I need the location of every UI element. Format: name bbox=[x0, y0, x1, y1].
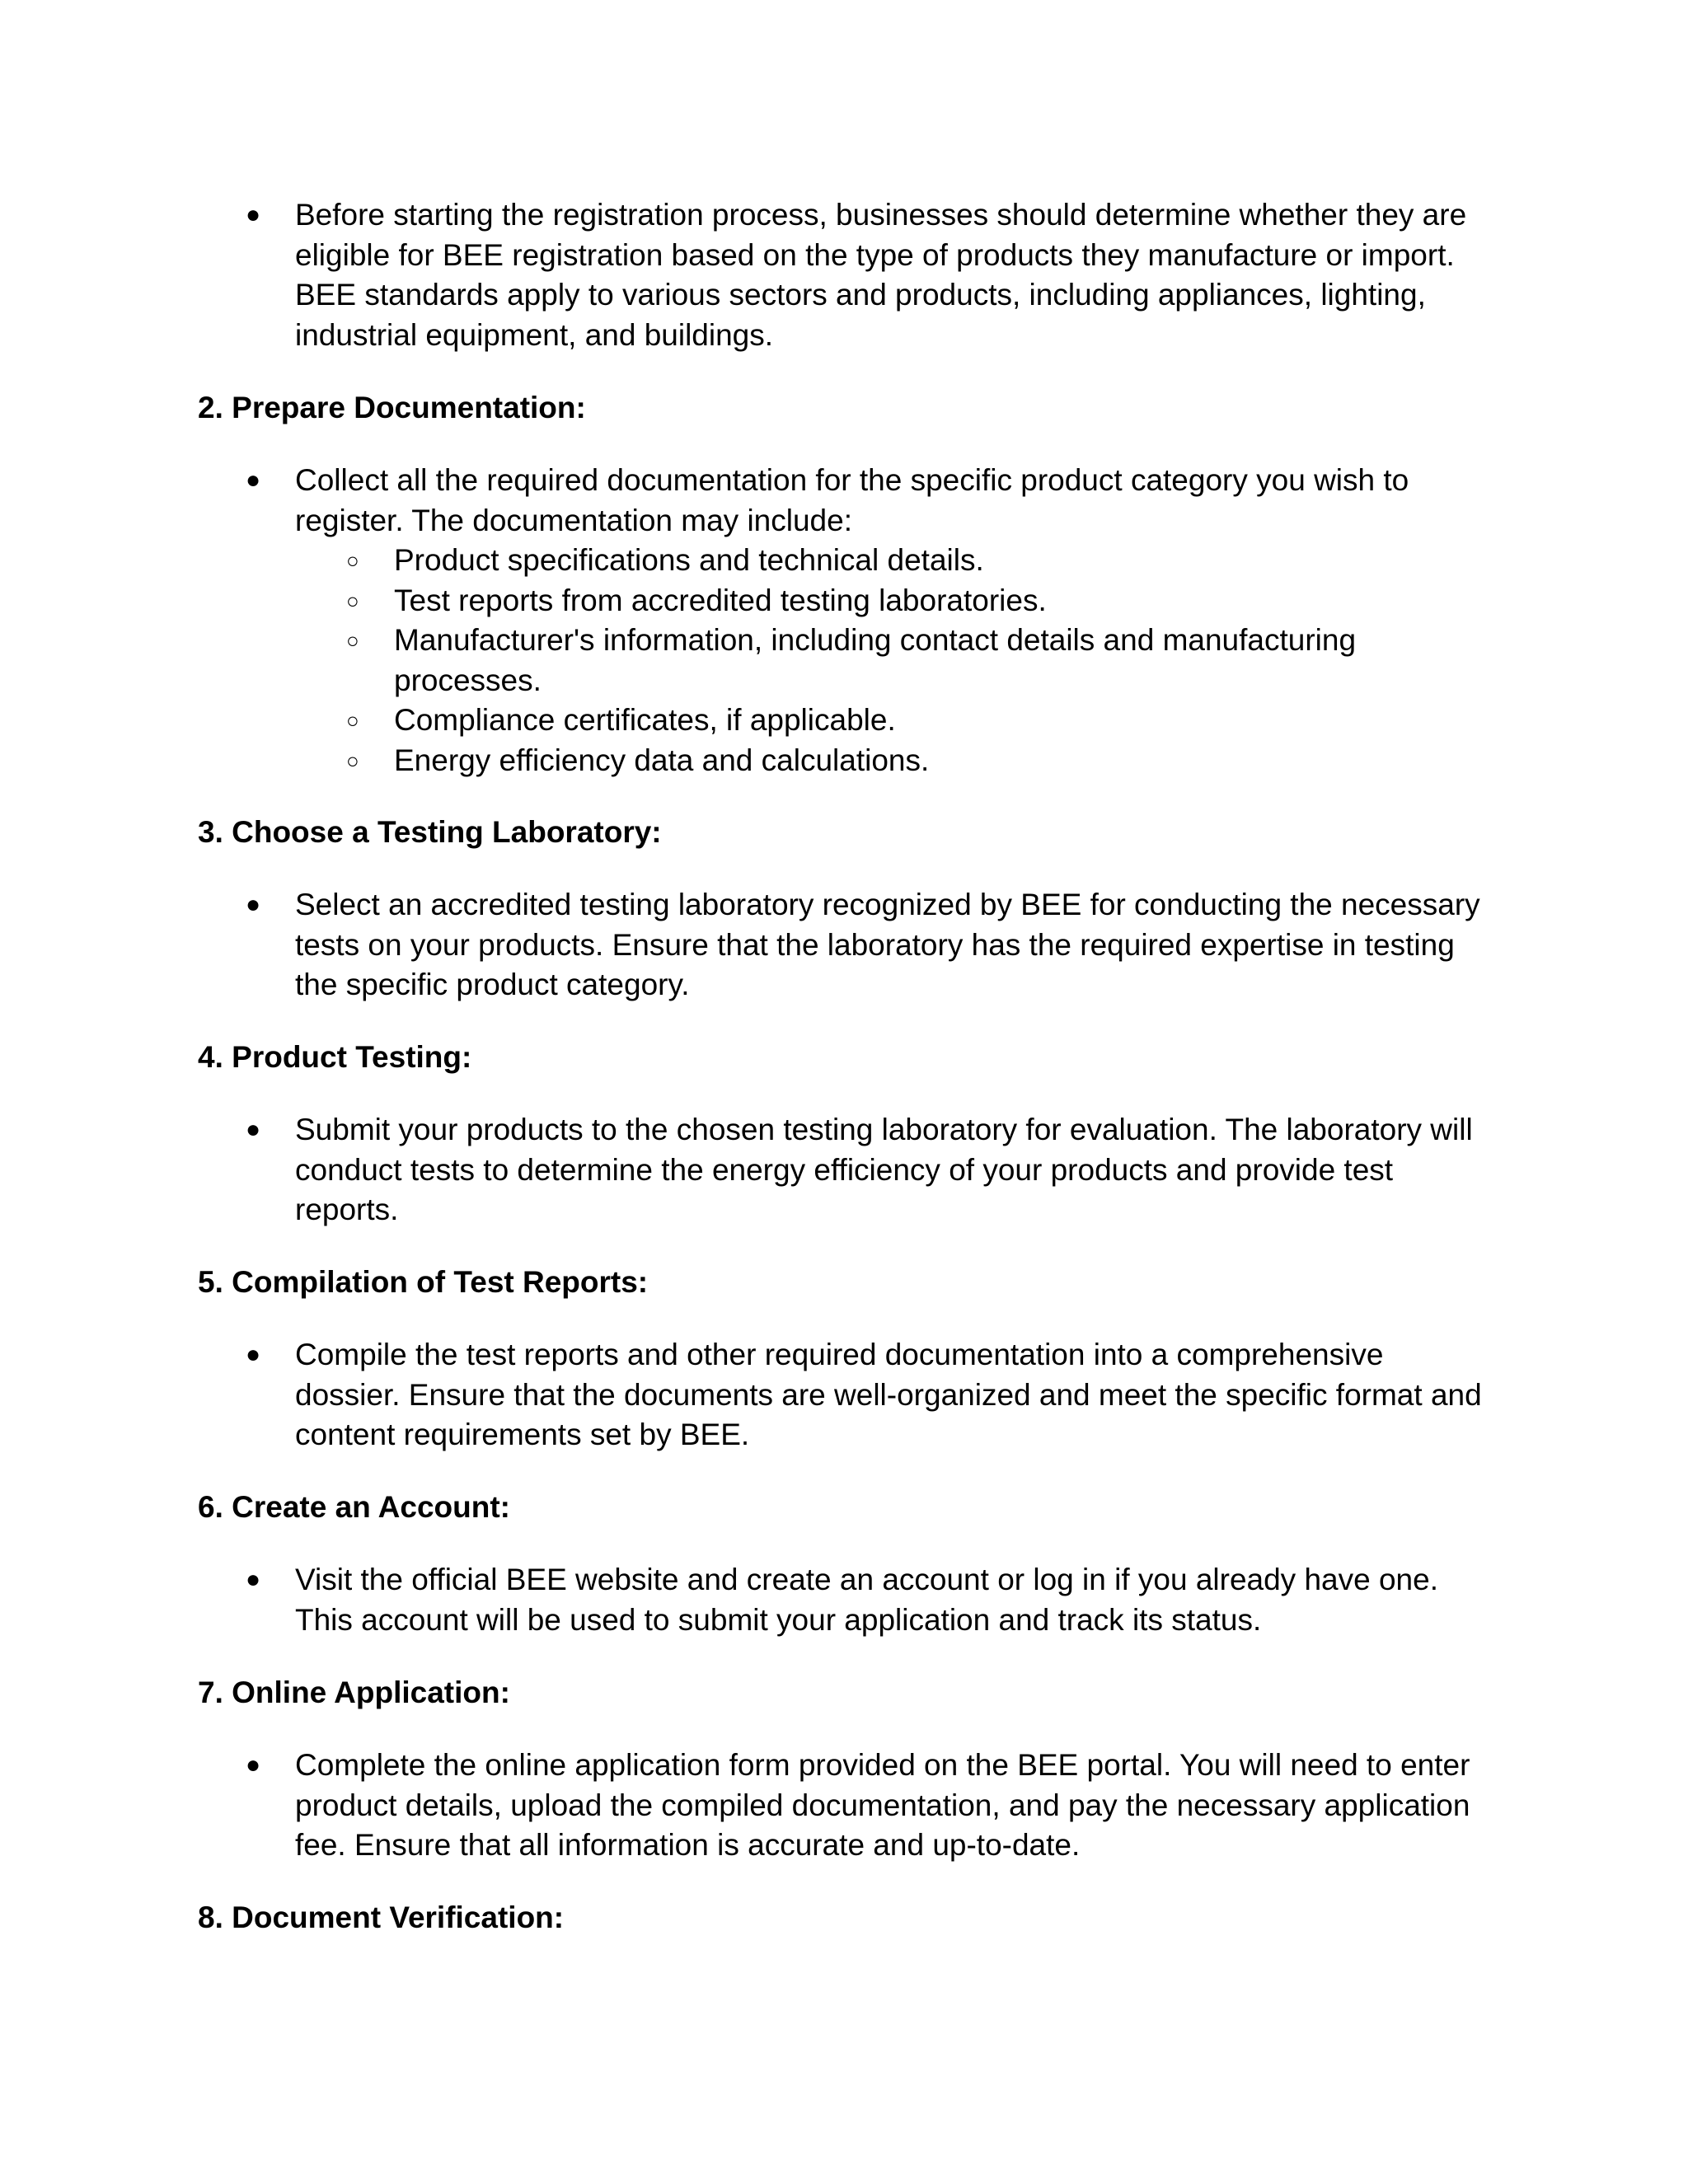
bullet-text-visit-website: Visit the official BEE website and create an account or log in if you already have one. This account will be used to submit your application and track its status. bbox=[295, 1563, 1438, 1637]
sub-list-item bbox=[346, 541, 1465, 581]
heading-prepare-documentation: 2. Prepare Documentation: bbox=[198, 391, 586, 424]
bullet-marker: ● bbox=[246, 1751, 261, 1779]
bullet-marker: ● bbox=[246, 1116, 261, 1143]
sub-item-text: Product specifications and technical details. bbox=[394, 543, 984, 577]
bullet-text-eligibility: Before starting the registration process, businesses should determine whether they are eligible for BEE registration based on the type of products they manufacture or import. BEE standards apply to various sectors and products, including appliances, lighting, industrial equipment, and buildings. bbox=[295, 198, 1467, 352]
heading-document-verification: 8. Document Verification: bbox=[198, 1900, 565, 1934]
bullet-text-collect-docs: Collect all the required documentation for the specific product category you wish to register. The documentation may include: bbox=[295, 463, 1409, 537]
sub-bullet-marker: ○ bbox=[346, 628, 359, 653]
sub-list-item bbox=[346, 701, 1465, 741]
sub-list-item bbox=[346, 621, 1465, 701]
heading-online-application: 7. Online Application: bbox=[198, 1675, 510, 1709]
bullet-marker: ● bbox=[246, 466, 261, 494]
bullet-text-complete-form: Complete the online application form provided on the BEE portal. You will need to enter product details, upload the compiled documentation, and pay the necessary application fee. Ensure that all information is accurate and up-to-date. bbox=[295, 1748, 1470, 1862]
bullet-marker: ● bbox=[246, 891, 261, 918]
sub-item-text: Test reports from accredited testing laboratories. bbox=[394, 583, 1047, 617]
heading-product-testing: 4. Product Testing: bbox=[198, 1040, 472, 1074]
bullet-marker: ● bbox=[246, 201, 261, 228]
heading-choose-testing-laboratory: 3. Choose a Testing Laboratory: bbox=[198, 815, 662, 849]
sub-bullet-marker: ○ bbox=[346, 548, 359, 573]
sub-bullet-marker: ○ bbox=[346, 748, 359, 773]
bullet-marker: ● bbox=[246, 1566, 261, 1593]
sub-list-item bbox=[346, 581, 1465, 621]
sub-item-text: Compliance certificates, if applicable. bbox=[394, 703, 896, 737]
sub-bullet-marker: ○ bbox=[346, 708, 359, 733]
bullet-text-select-lab: Select an accredited testing laboratory recognized by BEE for conducting the necessary tests on your products. Ensure that the laboratory has the required expertise in testing the specific product category. bbox=[295, 888, 1480, 1001]
sub-bullet-marker: ○ bbox=[346, 588, 359, 613]
heading-create-account: 6. Create an Account: bbox=[198, 1490, 510, 1524]
sub-item-text: Manufacturer's information, including contact details and manufacturing processes. bbox=[394, 623, 1357, 697]
bullet-text-compile-reports: Compile the test reports and other required documentation into a comprehensive dossier. Ensure that the documents are well-organized and meet the specific format and content requirements set by BEE. bbox=[295, 1338, 1482, 1451]
heading-compilation-test-reports: 5. Compilation of Test Reports: bbox=[198, 1265, 649, 1299]
documentation-sub-list bbox=[346, 541, 1465, 780]
bullet-text-submit-products: Submit your products to the chosen testing laboratory for evaluation. The laboratory will conduct tests to determine the energy efficiency of your products and provide test reports. bbox=[295, 1113, 1473, 1226]
bullet-marker: ● bbox=[246, 1341, 261, 1368]
sub-item-text: Energy efficiency data and calculations. bbox=[394, 743, 930, 777]
sub-list-item bbox=[346, 741, 1465, 781]
